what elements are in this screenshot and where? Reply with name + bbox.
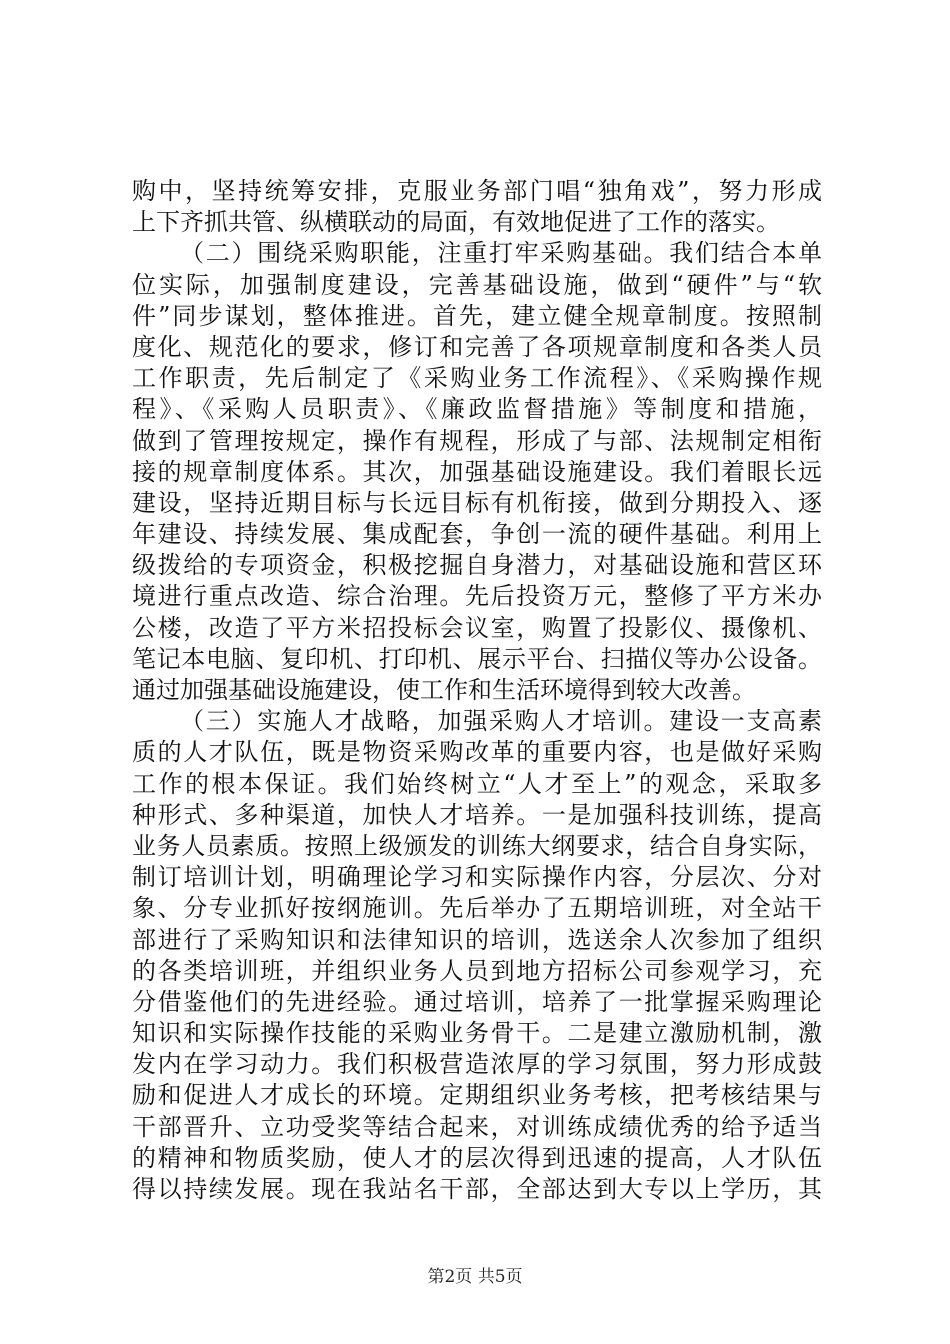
text-line: 接的规章制度体系。其次，加强基础设施建设。我们着眼长远 (132, 457, 822, 486)
text-line: 工作职责，先后制定了《采购业务工作流程》、《采购操作规 (132, 364, 822, 393)
text-line: 的精神和物质奖励，使人才的层次得到迅速的提高，人才队伍 (132, 1143, 822, 1172)
text-line: 上下齐抓共管、纵横联动的局面，有效地促进了工作的落实。 (132, 208, 780, 237)
text-line: 干部晋升、立功受奖等结合起来，对训练成绩优秀的给予适当 (132, 1112, 822, 1141)
text-line: 得以持续发展。现在我站名干部，全部达到大专以上学历，其 (132, 1175, 822, 1203)
text-line: （三）实施人才战略，加强采购人才培训。建设一支高素 (180, 707, 822, 736)
text-line: 通过加强基础设施建设，使工作和生活环境得到较大改善。 (132, 676, 756, 704)
text-line: （二）围绕采购职能，注重打牢采购基础。我们结合本单 (180, 239, 822, 268)
text-line: 发内在学习动力。我们积极营造浓厚的学习氛围，努力形成鼓 (132, 1050, 822, 1079)
text-line: 励和促进人才成长的环境。定期组织业务考核，把考核结果与 (132, 1081, 822, 1110)
text-line: 程》、《采购人员职责》、《廉政监督措施》等制度和措施， (132, 395, 822, 424)
text-line: 位实际，加强制度建设，完善基础设施，做到“硬件”与“软 (132, 270, 822, 299)
text-line: 年建设、持续发展、集成配套，争创一流的硬件基础。利用上 (132, 520, 822, 549)
text-line: 建设，坚持近期目标与长远目标有机衔接，做到分期投入、逐 (132, 488, 822, 517)
text-line: 级拨给的专项资金，积极挖掘自身潜力，对基础设施和营区环 (132, 551, 822, 580)
text-line: 件”同步谋划，整体推进。首先，建立健全规章制度。按照制 (132, 301, 822, 330)
text-line: 分借鉴他们的先进经验。通过培训，培养了一批掌握采购理论 (132, 987, 822, 1016)
text-line: 做到了管理按规定，操作有规程，形成了与部、法规制定相衔 (132, 426, 822, 455)
text-line: 制订培训计划，明确理论学习和实际操作内容，分层次、分对 (132, 863, 822, 892)
text-line: 购中，坚持统筹安排，克服业务部门唱“独角戏”，努力形成 (132, 177, 822, 205)
text-line: 质的人才队伍，既是物资采购改革的重要内容，也是做好采购 (132, 738, 822, 767)
text-line: 公楼，改造了平方米招投标会议室，购置了投影仪、摄像机、 (132, 613, 822, 642)
text-line: 境进行重点改造、综合治理。先后投资万元，整修了平方米办 (132, 582, 822, 611)
text-line: 部进行了采购知识和法律知识的培训，选送余人次参加了组织 (132, 925, 822, 954)
text-line: 度化、规范化的要求，修订和完善了各项规章制度和各类人员 (132, 332, 822, 361)
text-line: 知识和实际操作技能的采购业务骨干。二是建立激励机制，激 (132, 1019, 822, 1048)
text-line: 业务人员素质。按照上级颁发的训练大纲要求，结合自身实际， (132, 831, 822, 860)
text-line: 的各类培训班，并组织业务人员到地方招标公司参观学习，充 (132, 956, 822, 985)
text-line: 工作的根本保证。我们始终树立“人才至上”的观念，采取多 (132, 769, 822, 798)
text-line: 笔记本电脑、复印机、打印机、展示平台、扫描仪等办公设备。 (132, 644, 822, 673)
text-line: 象、分专业抓好按纲施训。先后举办了五期培训班，对全站干 (132, 894, 822, 923)
text-line: 种形式、多种渠道，加快人才培养。一是加强科技训练，提高 (132, 800, 822, 829)
page-footer: 第2页 共5页 (427, 1267, 523, 1287)
document-body (132, 176, 822, 1205)
